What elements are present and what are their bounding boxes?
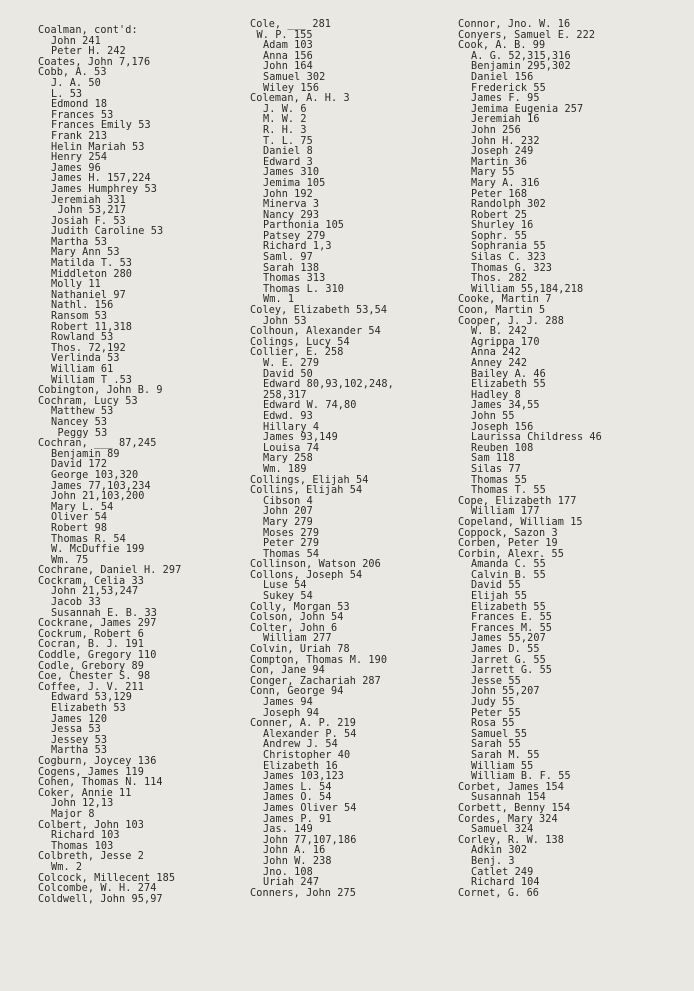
- index-entry-given-name: Elizabeth 55: [471, 379, 546, 391]
- index-entry-surname: Cockrum, Robert 6: [38, 628, 144, 640]
- index-entry-given-name: Jessa 53: [51, 724, 101, 736]
- index-entry-given-name: Thomas 103: [51, 840, 114, 852]
- index-entry-surname: Coddle, Gregory 110: [38, 650, 157, 662]
- index-entry-given-name: Wm. 1: [263, 294, 295, 306]
- index-entry-given-name: Nancy 293: [263, 209, 320, 221]
- index-entry-surname: Connor, Jno. W. 16: [458, 19, 571, 30]
- index-entry-given-name: Edwd. 93: [263, 410, 313, 422]
- index-entry-given-name: Helin Mariah 53: [51, 141, 145, 153]
- index-entry-given-name: Frances E. 55: [471, 612, 553, 624]
- index-entry-given-name: Benjamin 89: [51, 448, 120, 460]
- index-entry-surname: Coffee, J. V. 211: [38, 681, 144, 693]
- index-entry-surname: Compton, Thomas M. 190: [250, 654, 388, 666]
- index-entry-given-name: James Oliver 54: [263, 802, 357, 814]
- index-entry-given-name: Jas. 149: [263, 824, 313, 836]
- index-entry-given-name: Judith Caroline 53: [51, 226, 164, 238]
- index-entry-surname: Cobington, John B. 9: [38, 385, 163, 397]
- index-entry-given-name: Thomas 55: [471, 474, 528, 486]
- index-entry-given-name: Josiah F. 53: [51, 215, 126, 227]
- index-entry-given-name: Nancey 53: [51, 416, 108, 428]
- index-entry-surname: Cook, A. B. 99: [458, 40, 546, 52]
- index-entry-given-name: Thomas R. 54: [51, 533, 126, 545]
- index-entry-given-name: Jeremiah 16: [471, 114, 540, 126]
- index-entry-given-name: Wm. 75: [51, 554, 89, 566]
- index-entry-given-name: A. G. 52,315,316: [471, 50, 571, 62]
- index-entry-given-name: James 77,103,234: [51, 480, 151, 492]
- index-entry-given-name: Andrew J. 54: [263, 739, 338, 751]
- index-entry-given-name: Calvin B. 55: [471, 569, 546, 581]
- index-entry-given-name: W. McDuffie 199: [51, 544, 145, 556]
- index-entry-surname: Cogens, James 119: [38, 766, 144, 778]
- index-entry-given-name: John 55: [471, 410, 515, 422]
- index-entry-given-name: James H. 157,224: [51, 173, 151, 185]
- index-entry-surname: Cogburn, Joycey 136: [38, 755, 157, 767]
- index-entry-given-name: Alexander P. 54: [263, 728, 357, 740]
- index-entry-given-name: James D. 55: [471, 644, 540, 656]
- index-entry-given-name: Richard 103: [51, 830, 120, 842]
- index-entry-given-name: Samuel 55: [471, 728, 528, 740]
- index-entry-given-name: Jesse 55: [471, 675, 521, 687]
- index-entry-given-name: Peter 168: [471, 188, 528, 200]
- index-entry-surname: Cohen, Thomas N. 114: [38, 777, 163, 789]
- index-entry-given-name: William 177: [471, 506, 540, 518]
- index-entry-given-name: Edward W. 74,80: [263, 400, 357, 412]
- index-entry-given-name: Elijah 55: [471, 591, 528, 603]
- index-entry-surname: Coppock, Sazon 3: [458, 527, 558, 539]
- index-entry-given-name: David 172: [51, 459, 108, 471]
- index-entry-given-name: R. H. 3: [263, 124, 307, 136]
- index-entry-given-name: Laurissa Childress 46: [471, 432, 602, 444]
- index-entry-given-name: Moses 279: [263, 527, 320, 539]
- index-column-1: [38, 26, 181, 905]
- index-entry-given-name: Edmond 18: [51, 99, 108, 111]
- index-entry-given-name: Anna 156: [263, 50, 313, 62]
- index-entry-given-name: James 120: [51, 713, 108, 725]
- index-entry-surname: Coker, Annie 11: [38, 787, 132, 799]
- index-entry-given-name: Sophrania 55: [471, 241, 546, 253]
- index-entry-given-name: John H. 232: [471, 135, 540, 147]
- index-entry-given-name: Silas 77: [471, 463, 521, 475]
- index-entry-given-name: Jacob 33: [51, 597, 101, 609]
- index-entry-given-name: Richard 1,3: [263, 241, 332, 253]
- index-entry-given-name: Martin 36: [471, 156, 528, 168]
- index-entry-given-name: Middleton 280: [51, 268, 133, 280]
- index-entry-given-name: James P. 91: [263, 813, 332, 825]
- index-entry-given-name: Wiley 156: [263, 82, 320, 94]
- index-entry-surname: Coldwell, John 95,97: [38, 893, 163, 905]
- index-entry-given-name: John 164: [263, 61, 313, 73]
- index-entry-surname: Cooper, J. J. 288: [458, 315, 564, 327]
- index-entry-given-name: Martha 53: [51, 236, 108, 248]
- index-entry-given-name: Jno. 108: [263, 866, 313, 878]
- index-entry-given-name: Samuel 302: [263, 71, 326, 83]
- index-entry-given-name: Bailey A. 46: [471, 368, 546, 380]
- index-entry-given-name: Shurley 16: [471, 220, 534, 232]
- index-entry-surname: Conger, Zachariah 287: [250, 675, 381, 687]
- index-entry-given-name: Peter 55: [471, 707, 521, 719]
- index-entry-given-name: Silas C. 323: [471, 252, 546, 264]
- index-entry-given-name: Thomas 54: [263, 548, 320, 560]
- index-entry-surname: Corbet, James 154: [458, 781, 564, 793]
- index-entry-surname: Copeland, William 15: [458, 516, 583, 528]
- index-entry-given-name: Mary 55: [471, 167, 515, 179]
- index-entry-surname: Collinson, Watson 206: [250, 559, 381, 571]
- index-entry-given-name: Frances M. 55: [471, 622, 553, 634]
- index-entry-surname: Coates, John 7,176: [38, 56, 151, 68]
- index-entry-given-name: John 53: [263, 315, 307, 327]
- index-entry-given-name: Daniel 156: [471, 71, 534, 83]
- index-entry-surname: Coleman, A. H. 3: [250, 93, 350, 105]
- index-entry-given-name: David 50: [263, 368, 313, 380]
- index-entry-surname: Colvin, Uriah 78: [250, 644, 350, 656]
- index-entry-given-name: John A. 16: [263, 845, 326, 857]
- index-entry-given-name: Reuben 108: [471, 442, 534, 454]
- index-entry-given-name: W. B. 242: [471, 326, 528, 338]
- index-entry-surname: Corbett, Benny 154: [458, 802, 571, 814]
- index-entry-given-name: Hadley 8: [471, 389, 521, 401]
- index-entry-given-name: John W. 238: [263, 855, 332, 867]
- index-entry-given-name: Jemima 105: [263, 177, 326, 189]
- index-entry-surname: Cochran, ___ 87,245: [38, 438, 157, 450]
- index-entry-given-name: Thos. 282: [471, 273, 528, 285]
- index-entry-given-name: Frances Emily 53: [51, 120, 151, 132]
- index-entry-given-name: Nathl. 156: [51, 300, 114, 312]
- index-entry-given-name: James 103,123: [263, 771, 345, 783]
- index-entry-given-name: Daniel 8: [263, 146, 313, 158]
- index-entry-given-name: Elizabeth 53: [51, 703, 126, 714]
- index-entry-given-name: Robert 11,318: [51, 321, 133, 333]
- index-entry-given-name: Edward 3: [263, 156, 313, 168]
- index-entry-given-name: Judy 55: [471, 697, 515, 708]
- index-entry-given-name: Verlinda 53: [51, 353, 120, 365]
- index-entry-given-name: James 94: [263, 697, 313, 708]
- index-entry-given-name: James 96: [51, 162, 101, 174]
- index-entry-given-name: Robert 25: [471, 209, 528, 221]
- index-entry-given-name: Amanda C. 55: [471, 559, 546, 571]
- index-entry-given-name: Hillary 4: [263, 421, 320, 433]
- index-entry-surname: Conners, John 275: [250, 887, 356, 899]
- index-entry-given-name: Parthonia 105: [263, 220, 345, 232]
- index-entry-given-name: Elizabeth 55: [471, 601, 546, 613]
- index-entry-given-name: Louisa 74: [263, 442, 320, 454]
- index-entry-given-name: Agrippa 170: [471, 336, 540, 348]
- index-entry-given-name: Jarrett G. 55: [471, 665, 553, 677]
- index-entry-given-name: Jeremiah 331: [51, 194, 126, 206]
- index-entry-given-name: Susannah 154: [471, 792, 546, 804]
- index-entry-given-name: Thomas L. 310: [263, 283, 345, 295]
- index-entry-surname: Cockrane, James 297: [38, 618, 157, 630]
- index-entry-surname: Conn, George 94: [250, 686, 344, 698]
- index-entry-given-name: William B. F. 55: [471, 771, 571, 783]
- index-entry-given-name: Thomas G. 323: [471, 262, 553, 274]
- index-entry-surname: Coe, Chester S. 98: [38, 671, 151, 683]
- index-entry-surname: Conner, A. P. 219: [250, 718, 356, 730]
- index-entry-given-name: Jemima Eugenia 257: [471, 103, 584, 115]
- index-entry-surname: Coley, Elizabeth 53,54: [250, 305, 388, 317]
- index-entry-surname: Codle, Grebory 89: [38, 660, 144, 672]
- index-entry-given-name: Mary 279: [263, 516, 313, 528]
- index-entry-given-name: Rowland 53: [51, 332, 114, 344]
- index-entry-given-name: Joseph 249: [471, 146, 534, 158]
- index-entry-given-name: William 55: [471, 760, 534, 772]
- index-entry-given-name: T. L. 75: [263, 135, 313, 147]
- index-entry-given-name: Robert 98: [51, 522, 108, 534]
- index-entry-surname: Colcock, Millecent 185: [38, 872, 176, 884]
- index-entry-given-name: Matilda T. 53: [51, 258, 133, 270]
- index-entry-given-name: 258,317: [263, 389, 307, 401]
- index-entry-given-name: Edward 80,93,102,248,: [263, 379, 394, 391]
- index-entry-given-name: Saml. 97: [263, 252, 313, 264]
- index-entry-given-name: William 61: [51, 364, 114, 375]
- index-entry-given-name: Mary Ann 53: [51, 247, 120, 259]
- index-entry-surname: Colcombe, W. H. 274: [38, 883, 157, 895]
- index-entry-surname: Corbin, Alexr. 55: [458, 548, 564, 560]
- index-entry-surname: Colly, Morgan 53: [250, 601, 350, 613]
- index-entry-given-name: Henry 254: [51, 152, 108, 164]
- index-entry-given-name: Wm. 2: [51, 861, 83, 873]
- index-entry-surname: Cole, ___ 281: [250, 19, 332, 30]
- index-entry-given-name: Catlet 249: [471, 866, 534, 878]
- index-entry-given-name: Rosa 55: [471, 718, 515, 730]
- index-entry-given-name: Randolph 302: [471, 199, 546, 211]
- index-entry-given-name: Sam 118: [471, 453, 515, 465]
- index-entry-given-name: Martha 53: [51, 745, 108, 757]
- index-entry-given-name: George 103,320: [51, 469, 139, 481]
- index-entry-given-name: David 55: [471, 580, 521, 592]
- index-entry-given-name: Edward 53,129: [51, 692, 133, 704]
- index-entry-given-name: Sarah M. 55: [471, 749, 540, 761]
- index-entry-given-name: Joseph 156: [471, 421, 534, 433]
- index-entry-given-name: John 12,13: [51, 798, 114, 810]
- index-entry-given-name: Thos. 72,192: [51, 342, 126, 354]
- index-entry-given-name: James L. 54: [263, 781, 332, 793]
- index-entry-given-name: Adkin 302: [471, 845, 528, 857]
- index-entry-given-name: Peter 279: [263, 538, 320, 550]
- index-entry-surname: Collings, Elijah 54: [250, 474, 369, 486]
- index-entry-given-name: Sukey 54: [263, 591, 313, 603]
- index-entry-given-name: Adam 103: [263, 40, 313, 52]
- index-entry-given-name: M. W. 2: [263, 114, 307, 126]
- index-entry-given-name: Samuel 324: [471, 824, 534, 836]
- index-entry-given-name: William T .53: [51, 374, 133, 386]
- index-entry-given-name: Benjamin 295,302: [471, 61, 571, 73]
- index-entry-given-name: Sophr. 55: [471, 230, 528, 242]
- index-entry-given-name: Christopher 40: [263, 749, 351, 761]
- index-entry-given-name: J. A. 50: [51, 77, 101, 89]
- index-entry-given-name: J. W. 6: [263, 103, 307, 115]
- index-entry-given-name: Jessey 53: [51, 734, 108, 746]
- index-column-3: [458, 20, 602, 899]
- index-entry-given-name: Anna 242: [471, 347, 521, 359]
- index-entry-given-name: Oliver 54: [51, 512, 108, 524]
- index-entry-surname: Cocran, B. J. 191: [38, 639, 144, 651]
- index-entry-given-name: William 277: [263, 633, 332, 645]
- index-entry-surname: Cornet, G. 66: [458, 887, 540, 899]
- index-entry-given-name: Joseph 94: [263, 707, 320, 719]
- index-entry-given-name: Elizabeth 16: [263, 760, 338, 772]
- index-entry-given-name: Patsey 279: [263, 230, 326, 242]
- index-entry-given-name: Major 8: [51, 808, 95, 820]
- index-entry-given-name: Richard 104: [471, 877, 540, 889]
- index-entry-given-name: Luse 54: [263, 580, 307, 592]
- index-column-2: [250, 20, 394, 899]
- index-entry-surname: Corley, R. W. 138: [458, 834, 564, 846]
- index-entry-given-name: Sarah 138: [263, 262, 320, 274]
- index-entry-given-name: Sarah 55: [471, 739, 521, 751]
- index-entry-surname: Cochram, Lucy 53: [38, 395, 138, 407]
- index-entry-surname: Colbreth, Jesse 2: [38, 851, 144, 863]
- index-entry-surname: Cordes, Mary 324: [458, 813, 558, 825]
- index-entry-given-name: William 55,184,218: [471, 283, 584, 295]
- index-entry-given-name: Molly 11: [51, 279, 101, 291]
- index-entry-given-name: Thomas T. 55: [471, 485, 546, 497]
- index-entry-given-name: James 93,149: [263, 432, 338, 444]
- index-entry-surname: Collins, Elijah 54: [250, 485, 363, 497]
- index-entry-given-name: James F. 95: [471, 93, 540, 105]
- index-entry-given-name: Thomas 313: [263, 273, 326, 285]
- index-entry-given-name: Mary A. 316: [471, 177, 540, 189]
- index-entry-given-name: Mary L. 54: [51, 501, 114, 513]
- index-entry-given-name: Minerva 3: [263, 199, 320, 211]
- index-entry-surname: Con, Jane 94: [250, 665, 325, 677]
- index-entry-surname: Colings, Lucy 54: [250, 336, 350, 348]
- index-entry-given-name: W. P. 155: [256, 29, 313, 41]
- index-entry-surname: Cochrane, Daniel H. 297: [38, 565, 182, 577]
- index-entry-given-name: Anney 242: [471, 358, 528, 369]
- index-entry-given-name: Frances 53: [51, 109, 114, 121]
- index-entry-given-name: John 192: [263, 188, 313, 200]
- index-entry-given-name: John 77,107,186: [263, 834, 357, 846]
- index-entry-given-name: James 55,207: [471, 633, 546, 645]
- index-entry-given-name: John 55,207: [471, 686, 540, 698]
- index-entry-given-name: Wm. 189: [263, 463, 307, 475]
- index-entry-surname: Collons, Joseph 54: [250, 569, 363, 581]
- index-entry-given-name: L. 53: [51, 88, 83, 100]
- index-entry-surname: Conyers, Samuel E. 222: [458, 29, 596, 41]
- index-entry-given-name: Matthew 53: [51, 406, 114, 418]
- index-entry-given-name: Peter H. 242: [51, 46, 126, 58]
- index-entry-given-name: John 21,103,200: [51, 491, 145, 503]
- index-entry-given-name: James Humphrey 53: [51, 183, 157, 195]
- index-entry-surname: Colson, John 54: [250, 612, 344, 624]
- index-entry-surname: Colhoun, Alexander 54: [250, 326, 381, 338]
- index-entry-surname: Colter, John 6: [250, 622, 338, 634]
- index-entry-surname: Cobb, A. 53: [38, 67, 107, 79]
- index-entry-given-name: Nathaniel 97: [51, 289, 126, 301]
- index-entry-given-name: Cibson 4: [263, 495, 313, 507]
- index-entry-given-name: Frank 213: [51, 130, 108, 142]
- index-entry-given-name: W. E. 279: [263, 358, 320, 369]
- index-entry-given-name: Uriah 247: [263, 877, 320, 889]
- index-entry-given-name: Benj. 3: [471, 855, 515, 867]
- index-entry-given-name: Ransom 53: [51, 311, 108, 323]
- index-entry-given-name: John 21,53,247: [51, 586, 139, 598]
- index-entry-given-name: James 310: [263, 167, 320, 179]
- index-entry-given-name: James 34,55: [471, 400, 540, 412]
- index-entry-given-name: Frederick 55: [471, 82, 546, 94]
- index-entry-given-name: Mary 258: [263, 453, 313, 465]
- index-entry-given-name: James O. 54: [263, 792, 332, 804]
- index-entry-surname: Cope, Elizabeth 177: [458, 495, 577, 507]
- index-entry-given-name: Susannah E. B. 33: [51, 607, 157, 619]
- index-entry-surname: Collier, E. 258: [250, 347, 344, 359]
- index-entry-given-name: John 53,217: [57, 205, 127, 217]
- index-entry-given-name: Jarret G. 55: [471, 654, 546, 666]
- index-entry-surname: Cooke, Martin 7: [458, 294, 552, 306]
- index-entry-given-name: John 241: [51, 35, 101, 47]
- index-entry-surname: Colbert, John 103: [38, 819, 144, 831]
- index-entry-given-name: John 207: [263, 506, 313, 518]
- index-entry-surname: Coalman, cont'd:: [38, 25, 138, 36]
- index-entry-surname: Coon, Martin 5: [458, 305, 546, 317]
- index-entry-given-name: John 256: [471, 124, 521, 136]
- index-entry-surname: Corben, Peter 19: [458, 538, 558, 550]
- index-entry-given-name: Peggy 53: [57, 427, 108, 439]
- index-entry-surname: Cockram, Celia 33: [38, 575, 144, 587]
